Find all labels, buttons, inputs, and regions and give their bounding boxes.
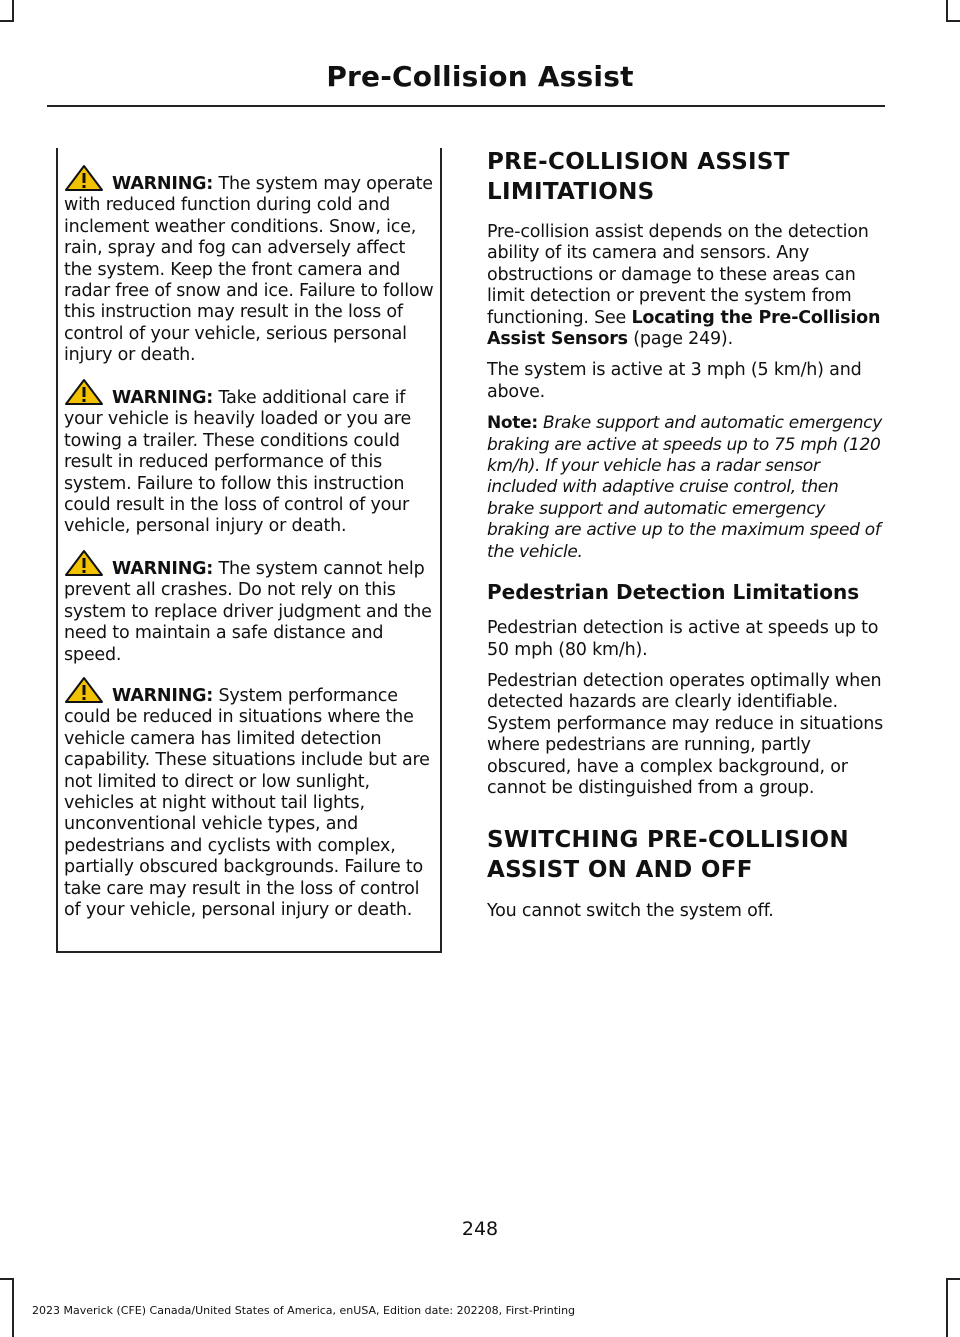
crop-mark xyxy=(12,0,14,20)
warning-text: Take additional care if your vehicle is heavily loaded or you are towing a trailer. These conditions could result in reduced performance of this system. Failure to follow this instruction could result in the loss of control of your vehicle, personal injury or death. xyxy=(64,388,412,537)
page-number: 248 xyxy=(461,1218,499,1240)
note-text: Brake support and automatic emergency braking are active at speeds up to 75 mph (120 km/h). If your vehicle has a radar sensor included with adaptive cruise control, then brake support and automatic emergency braking are active up to the maximum speed of the vehicle. xyxy=(487,413,882,562)
crop-mark xyxy=(946,20,960,22)
header-divider xyxy=(47,105,885,107)
switching-heading: SWITCHING PRE-COLLISION ASSIST ON AND OFF xyxy=(487,827,849,884)
warning-text: The system may operate with reduced function during cold and inclement weather conditions. Snow, ice, rain, spray and fog can adversely affect the system. Keep the front camera and radar free of snow and ice. Failure to follow this instruction may result in the loss of control of your vehicle, serious personal injury or death. xyxy=(64,174,434,366)
cross-reference-link[interactable]: Locating the Pre-Collision Assist Sensors xyxy=(487,307,881,350)
warning-3 xyxy=(64,549,438,666)
crop-mark xyxy=(946,1278,948,1337)
footer-edition: 2023 Maverick (CFE) Canada/United States of America, enUSA, Edition date: 202208, First-Printing xyxy=(32,1304,576,1317)
warning-4 xyxy=(64,676,438,921)
pedestrian-heading: Pedestrian Detection Limitations xyxy=(487,580,860,605)
right-column xyxy=(487,147,885,923)
warning-label: WARNING: xyxy=(112,388,214,408)
page-reference: (page 249). xyxy=(627,329,733,350)
crop-mark xyxy=(946,1278,960,1280)
pedestrian-paragraph-2: Pedestrian detection operates optimally when detected hazards are clearly identifiable. System performance may reduce in situations where pedestrians are running, partly obscured, have a complex background, or cannot be distinguished from a group. xyxy=(487,670,884,798)
warning-triangle-icon xyxy=(64,378,104,406)
note-label: Note: xyxy=(487,413,538,434)
warning-2 xyxy=(64,378,438,538)
warning-triangle-icon xyxy=(64,676,104,704)
crop-mark xyxy=(12,1278,14,1337)
warning-label: WARNING: xyxy=(112,559,214,579)
crop-mark xyxy=(0,1278,14,1280)
switching-paragraph: You cannot switch the system off. xyxy=(487,901,774,922)
limitations-heading: PRE-COLLISION ASSIST LIMITATIONS xyxy=(487,149,790,205)
note-paragraph xyxy=(487,413,885,563)
paragraph-text: Pre-collision assist depends on the detection ability of its camera and sensors. Any obstructions or damage to these areas can limit detection or prevent the system from functioning. See xyxy=(487,222,869,328)
warning-text: The system cannot help prevent all crashes. Do not rely on this system to replace driver judgment and the need to maintain a safe distance and speed. xyxy=(64,559,432,665)
warning-label: WARNING: xyxy=(112,174,214,194)
crop-mark xyxy=(0,20,14,22)
warning-triangle-icon xyxy=(64,549,104,577)
warning-label: WARNING: xyxy=(112,686,214,706)
warning-1 xyxy=(64,164,438,367)
warning-text: System performance could be reduced in situations where the vehicle camera has limited detection capability. These situations include but are not limited to direct or low sunlight, vehicles at night without tail lights, unconventional vehicle types, and pedestrians and cyclists with complex, partially obscured backgrounds. Failure to take care may result in the loss of control of your vehicle, personal injury or death. xyxy=(64,686,430,921)
active-speed-paragraph: The system is active at 3 mph (5 km/h) and above. xyxy=(487,360,862,402)
warning-triangle-icon xyxy=(64,164,104,192)
pedestrian-paragraph-1: Pedestrian detection is active at speeds up to 50 mph (80 km/h). xyxy=(487,618,879,660)
crop-mark xyxy=(946,0,948,20)
limitations-paragraph xyxy=(487,222,885,350)
page-title: Pre-Collision Assist xyxy=(326,60,634,93)
